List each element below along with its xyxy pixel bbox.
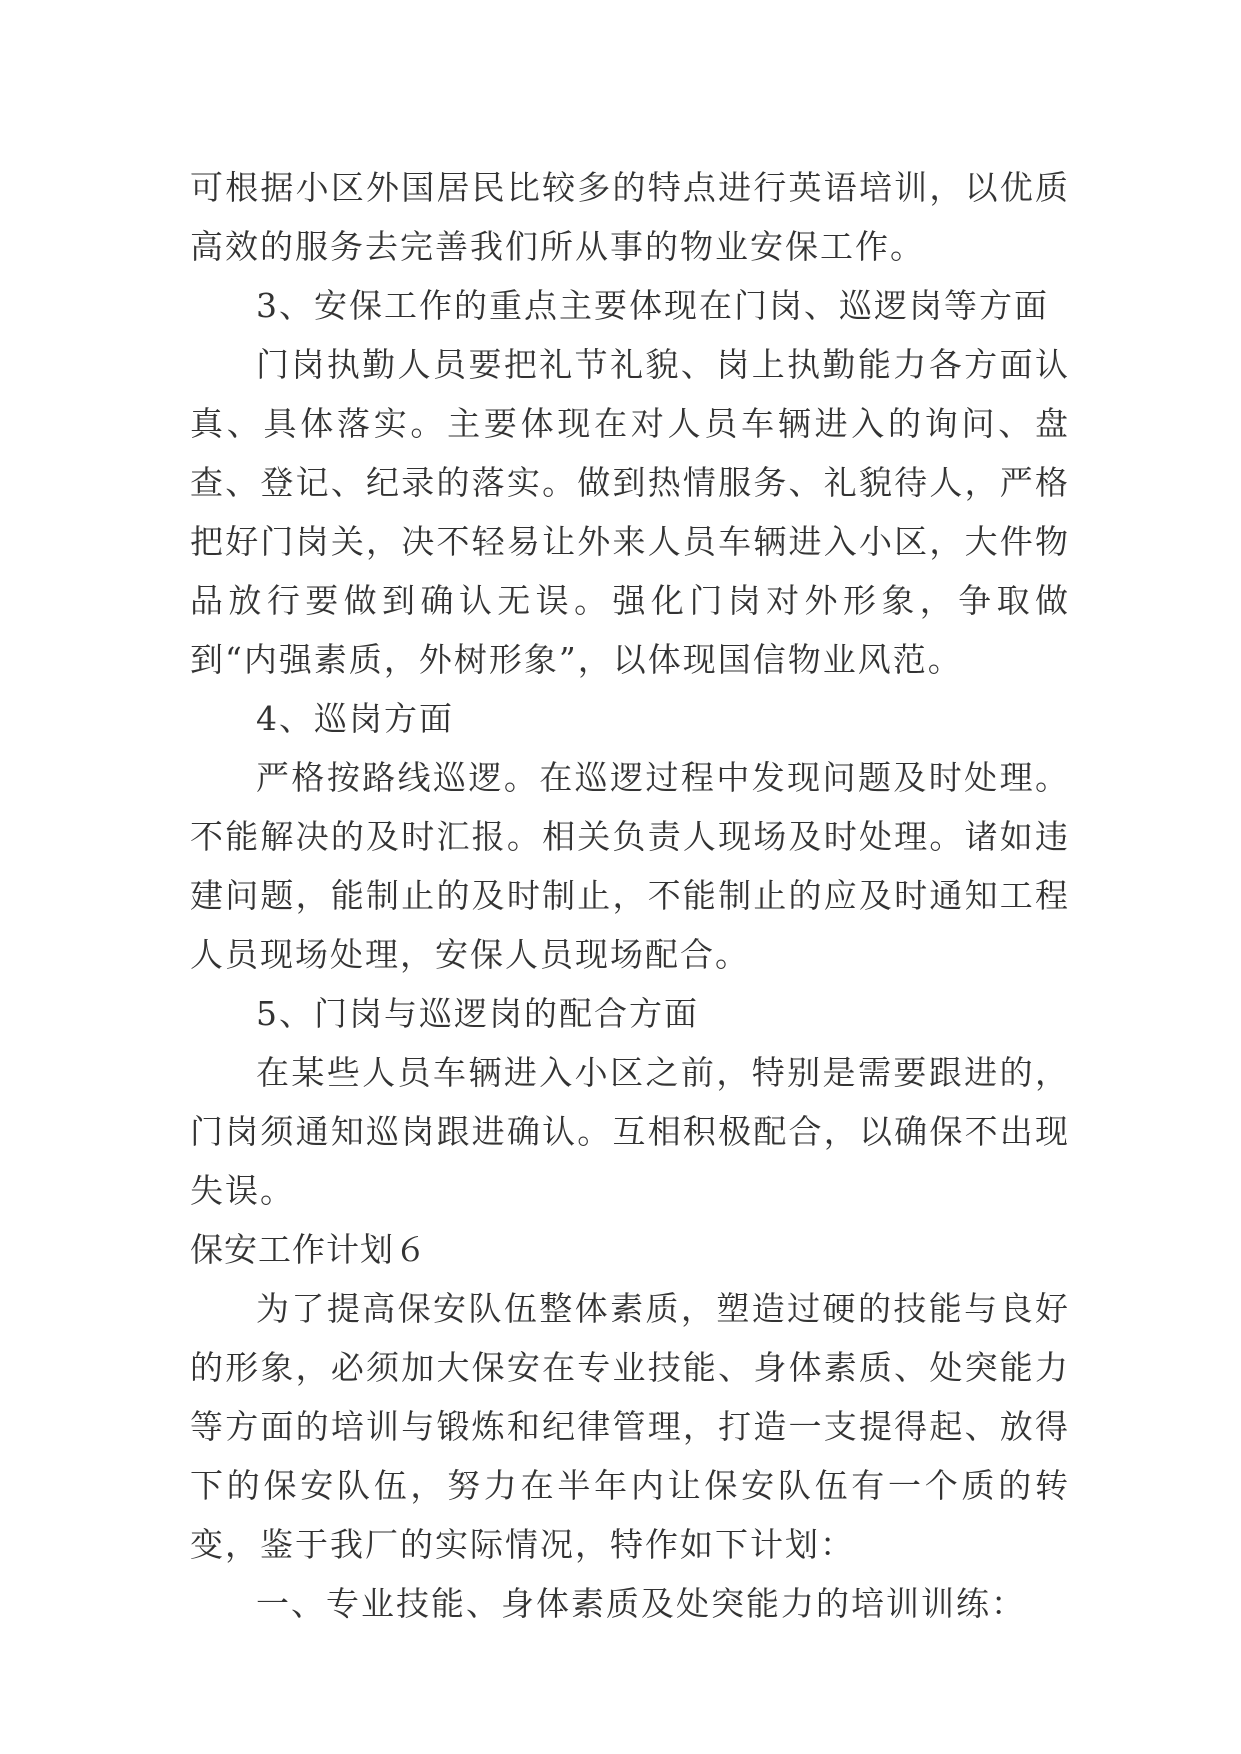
subheading-gate-patrol-coordination: 5、门岗与巡逻岗的配合方面 [256,994,699,1033]
subheading-training: 一、专业技能、身体素质及处突能力的培训训练： [256,1584,1026,1623]
paragraph-patrol-route: 严格按路线巡逻。在巡逻过程中发现问题及时处理。不能解决的及时汇报。相关负责人现场及时处理。诸如违建问题，能制止的及时制止，不能制止的应及时通知工程人员现场处理，安保人员现场配合。 [190,758,1070,974]
subheading-key-points: 3、安保工作的重点主要体现在门岗、巡逻岗等方面 [256,286,1049,325]
document-body [190,158,1070,1633]
subheading-patrol: 4、巡岗方面 [256,699,454,738]
paragraph-gate-duty: 门岗执勤人员要把礼节礼貌、岗上执勤能力各方面认真、具体落实。主要体现在对人员车辆进入的询问、盘查、登记、纪录的落实。做到热情服务、礼貌待人，严格把好门岗关，决不轻易让外来人员车辆进入小区，大件物品放行要做到确认无误。强化门岗对外形象，争取做到“内强素质，外树形象”，以体现国信物业风范。 [190,345,1070,679]
section-title-plan-6: 保安工作计划６ [190,1230,428,1269]
paragraph-coordination: 在某些人员车辆进入小区之前，特别是需要跟进的，门岗须通知巡岗跟进确认。互相积极配合，以确保不出现失误。 [190,1053,1070,1210]
paragraph-english-training: 可根据小区外国居民比较多的特点进行英语培训，以优质高效的服务去完善我们所从事的物业安保工作。 [190,168,1070,266]
paragraph-plan-intro: 为了提高保安队伍整体素质，塑造过硬的技能与良好的形象，必须加大保安在专业技能、身体素质、处突能力等方面的培训与锻炼和纪律管理，打造一支提得起、放得下的保安队伍，努力在半年内让保安队伍有一个质的转变，鉴于我厂的实际情况，特作如下计划： [190,1289,1070,1564]
